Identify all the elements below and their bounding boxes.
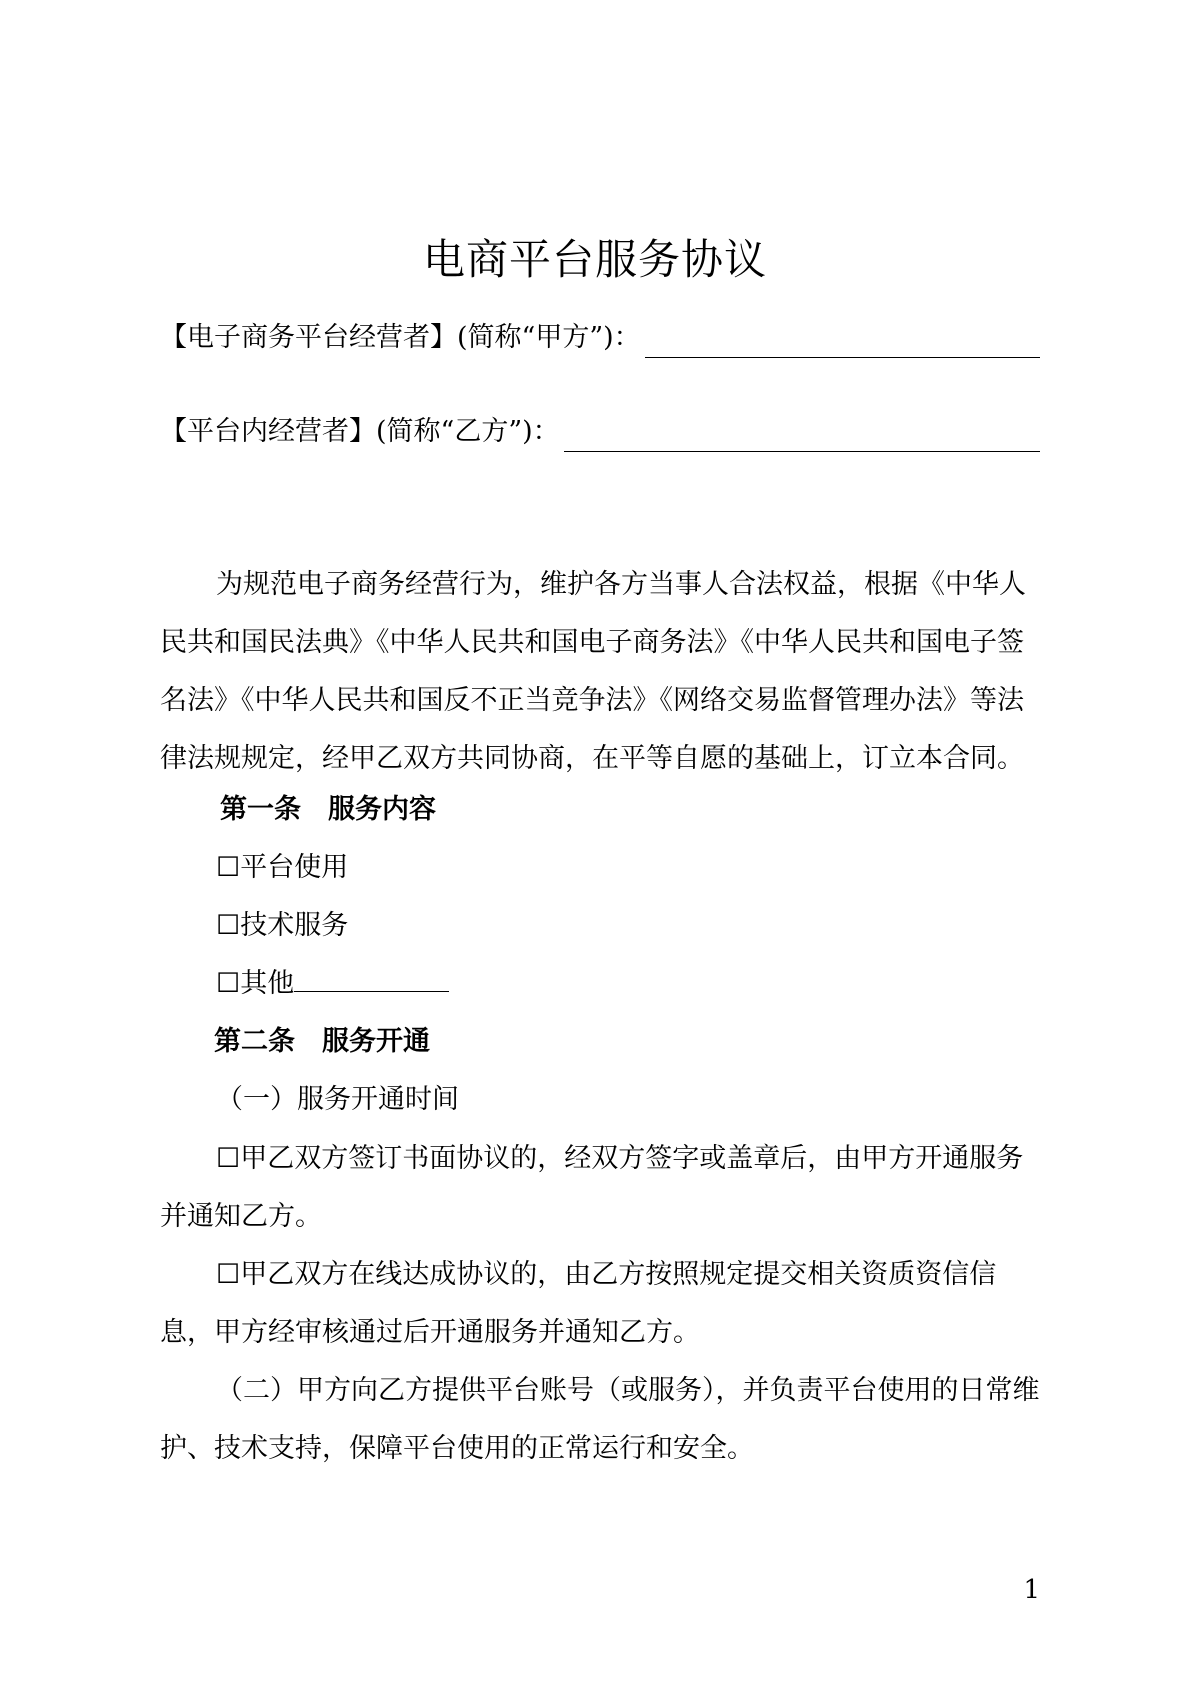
party-a-label: 【电子商务平台经营者】(简称“甲方”)： <box>160 322 641 353</box>
page-number: 1 <box>1023 1575 1040 1605</box>
option-other-label: ☐其他 <box>216 968 295 999</box>
option-tech-service[interactable] <box>216 906 1096 946</box>
option-platform-use-label: ☐平台使用 <box>216 852 349 883</box>
sub-1-heading: （一）服务开通时间 <box>216 1084 459 1115</box>
article-2-heading: 第二条 服务开通 <box>214 1026 430 1057</box>
party-b-line <box>160 412 1040 452</box>
party-a-line <box>160 318 1040 358</box>
preamble-paragraph: 为规范电子商务经营行为，维护各方当事人合法权益，根据《中华人民共和国民法典》《中华人民共和国电子商务法》《中华人民共和国电子签名法》《中华人民共和国反不正当竞争法》《网络交易监督管理办法》等法律法规规定，经甲乙双方共同协商，在平等自愿的基础上，订立本合同。 <box>160 569 1026 774</box>
option-other[interactable] <box>216 964 1096 1004</box>
sub-2-paragraph: （二）甲方向乙方提供平台账号（或服务），并负责平台使用的日常维护、技术支持，保障平台使用的正常运行和安全。 <box>160 1375 1040 1464</box>
sub-1-option-online[interactable]: ☐甲乙双方在线达成协议的，由乙方按照规定提交相关资质资信信息，甲方经审核通过后开通服务并通知乙方。 <box>160 1259 997 1348</box>
option-other-blank[interactable] <box>294 965 449 992</box>
party-b-blank[interactable] <box>564 421 1040 452</box>
party-b-label: 【平台内经营者】(简称“乙方”)： <box>160 416 560 447</box>
option-platform-use[interactable] <box>216 848 1096 888</box>
document-title: 电商平台服务协议 <box>422 235 767 284</box>
sub-1-option-written[interactable]: ☐甲乙双方签订书面协议的，经双方签字或盖章后，由甲方开通服务并通知乙方。 <box>160 1143 1024 1232</box>
article-1-heading: 第一条 服务内容 <box>220 794 436 825</box>
party-a-blank[interactable] <box>645 327 1040 358</box>
option-tech-service-label: ☐技术服务 <box>216 910 349 941</box>
